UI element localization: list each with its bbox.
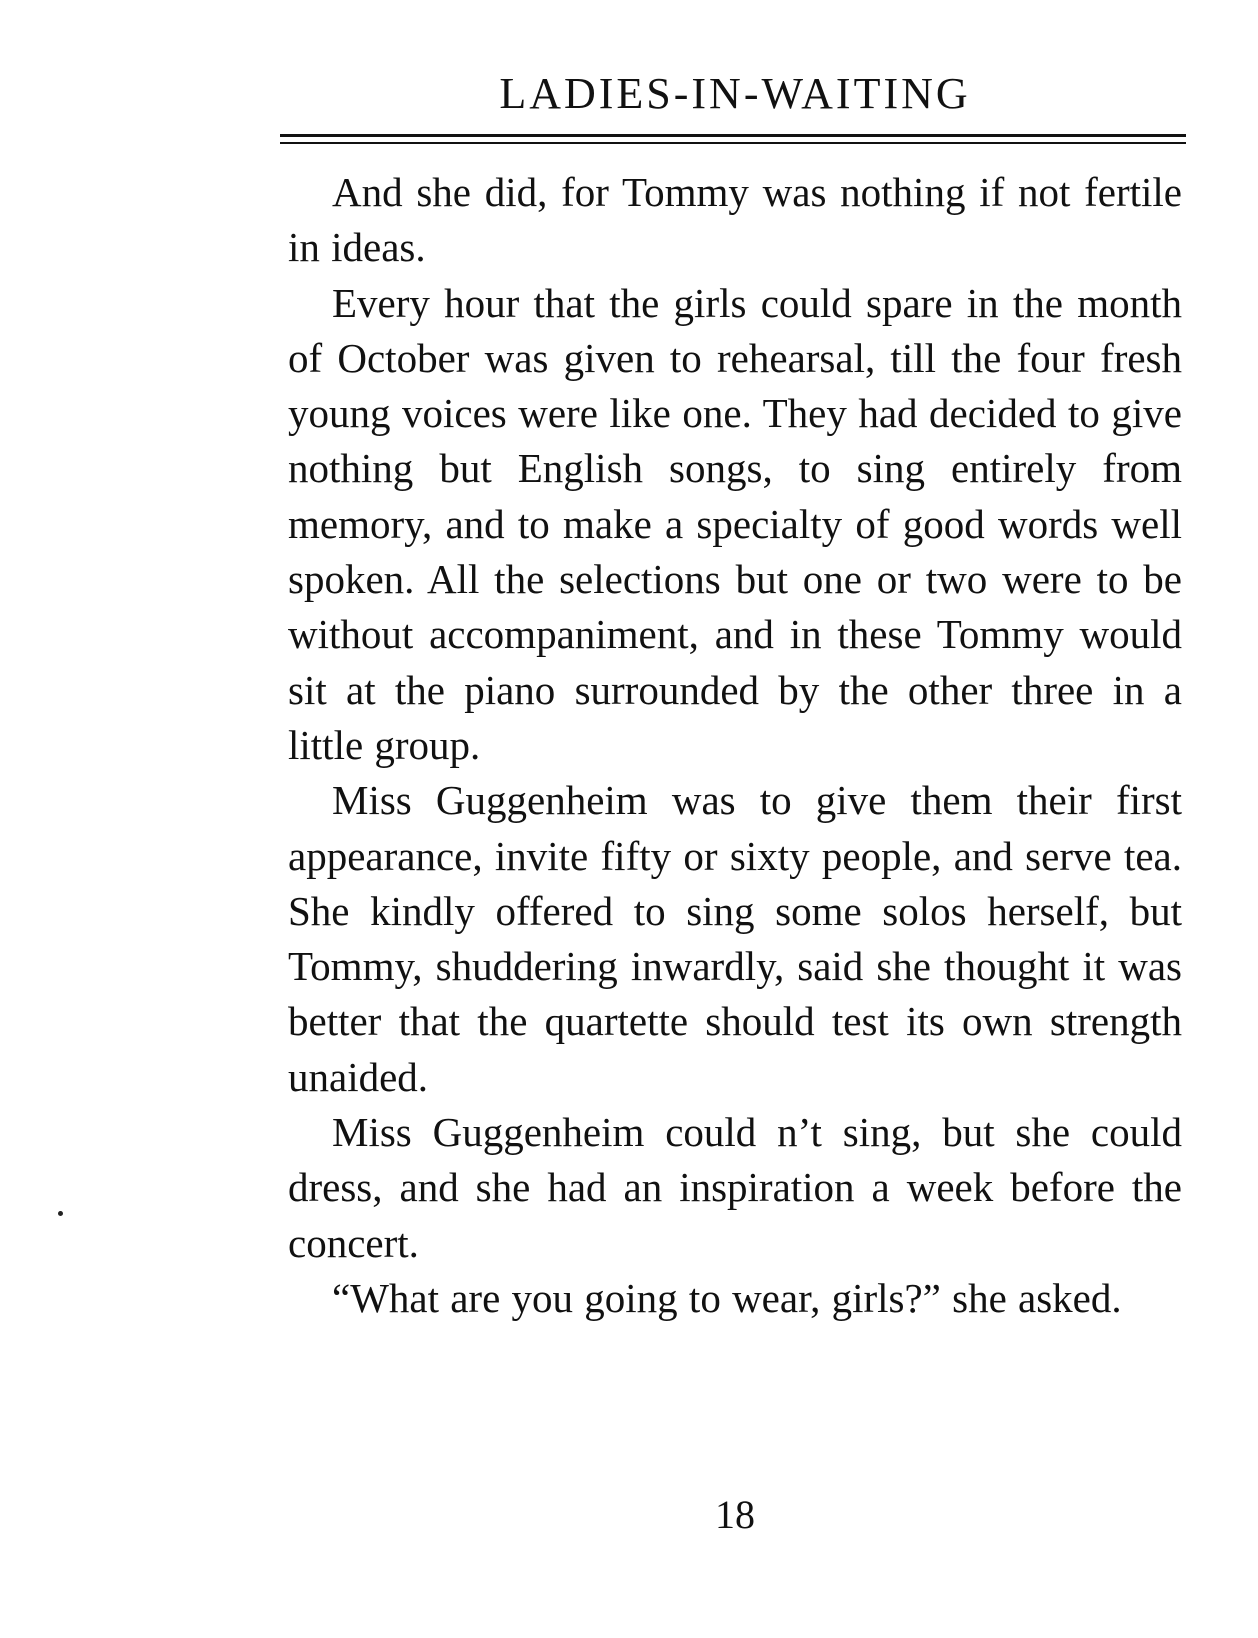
running-title: LADIES-IN-WAITING (499, 69, 971, 118)
paragraph: Miss Guggenheim was to give them their first appearance, invite fifty or sixty people, and serve tea. She kindly offered to sing some solos herself, but Tommy, shuddering inwardly, said she thought it was better that the quartette should test its own strength unaided. (288, 777, 1182, 1100)
page-number: 18 (715, 1492, 755, 1537)
book-page (288, 0, 1182, 1638)
header-rule-thin (280, 142, 1186, 144)
header-rule-thick (280, 134, 1186, 137)
paragraph: “What are you going to wear, girls?” she asked. (332, 1274, 1122, 1321)
margin-ink-speck (58, 1211, 63, 1216)
paragraph: And she did, for Tommy was nothing if not fertile in ideas. (288, 169, 1182, 271)
body-text (288, 165, 1182, 1326)
paragraph: Miss Guggenheim could n’t sing, but she could dress, and she had an inspiration a week before the concert. (288, 1109, 1182, 1266)
paragraph: Every hour that the girls could spare in the month of October was given to rehearsal, till the four fresh young voices were like one. They had decided to give nothing but English songs, to sing entirely from memory, and to make a specialty of good words well spoken. All the selections but one or two were to be without accompaniment, and in these Tommy would sit at the piano surrounded by the other three in a little group. (288, 279, 1182, 768)
